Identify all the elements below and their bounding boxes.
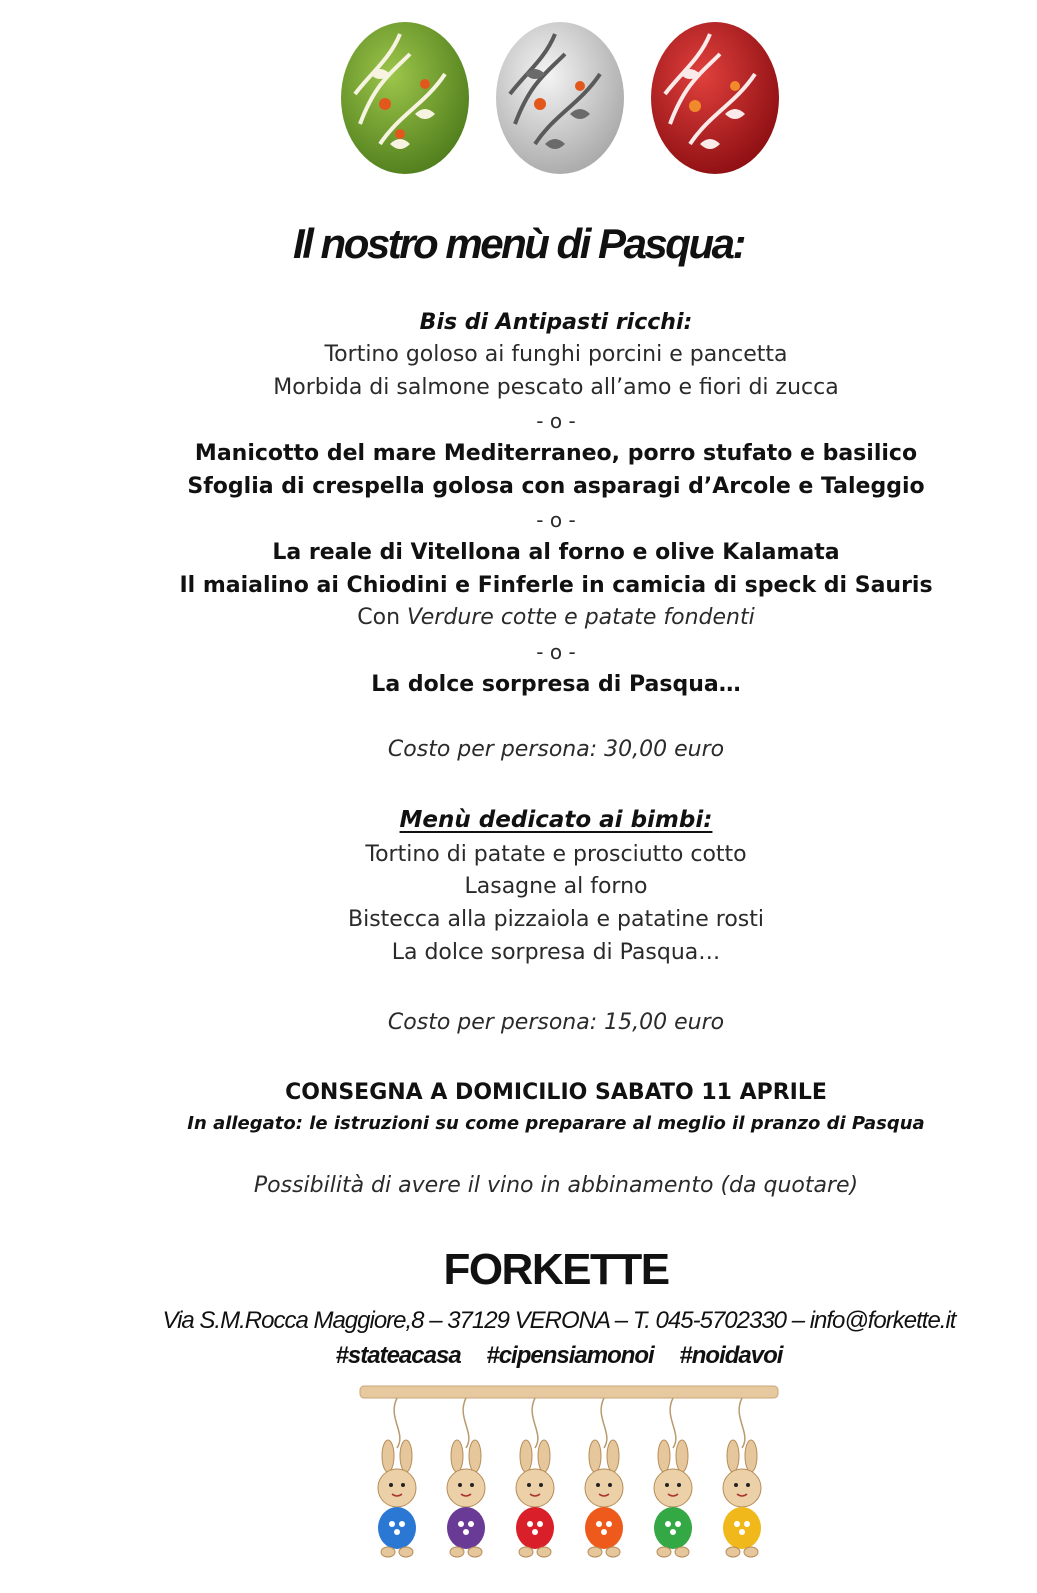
wine-note: Possibilità di avere il vino in abbinamento (da quotare) — [253, 1173, 859, 1198]
red-egg — [651, 22, 779, 174]
brand-name: FORKETTE — [443, 1245, 669, 1294]
menu-item: Il maialino ai Chiodini e Finferle in camicia di speck di Sauris — [179, 573, 933, 598]
course-separator: - o - — [536, 409, 576, 433]
silver-egg — [496, 22, 624, 174]
dessert-item: La dolce sorpresa di Pasqua… — [371, 672, 741, 697]
antipasti-heading: Bis di Antipasti ricchi: — [419, 310, 693, 335]
delivery-notice: CONSEGNA A DOMICILIO SABATO 11 APRILE — [285, 1080, 827, 1105]
bunny-ornament — [585, 1398, 623, 1557]
hashtag: #noidavoi — [679, 1342, 783, 1369]
menu-item: Manicotto del mare Mediterraneo, porro stufato e basilico — [194, 441, 918, 466]
kids-price: Costo per persona: 15,00 euro — [387, 1010, 725, 1035]
adult-price: Costo per persona: 30,00 euro — [387, 737, 725, 762]
kids-menu-heading: Menù dedicato ai bimbi: — [399, 807, 713, 833]
bunny-ornament — [516, 1398, 554, 1557]
bunny-ornament — [378, 1398, 416, 1557]
kids-menu-item: Tortino di patate e prosciutto cotto — [365, 842, 747, 867]
contact-address: Via S.M.Rocca Maggiore,8 – 37129 VERONA – T. 045-5702330 – info@forkette.it — [162, 1307, 956, 1334]
menu-title: Il nostro menù di Pasqua: — [293, 220, 744, 267]
hashtag: #cipensiamonoi — [486, 1342, 654, 1369]
hashtag: #stateacasa — [335, 1342, 461, 1369]
wooden-stick — [360, 1386, 778, 1398]
menu-item: Sfoglia di crespella golosa con asparagi d’Arcole e Taleggio — [187, 474, 925, 499]
menu-item: La reale di Vitellona al forno e olive Kalamata — [272, 540, 840, 565]
bunny-ornament — [654, 1398, 692, 1557]
contorno-line — [0, 604, 1037, 632]
easter-eggs-illustration — [330, 14, 790, 174]
course-separator: - o - — [536, 508, 576, 532]
kids-menu-item: La dolce sorpresa di Pasqua… — [391, 940, 721, 965]
hashtags — [0, 1340, 1037, 1372]
contorno-text: Verdure cotte e patate fondenti — [407, 605, 755, 630]
course-separator: - o - — [536, 640, 576, 664]
menu-item: Morbida di salmone pescato all’amo e fiori di zucca — [273, 375, 839, 400]
menu-item: Tortino goloso ai funghi porcini e pancetta — [324, 342, 788, 367]
bunny-ornament — [723, 1398, 761, 1557]
bunny-ornament — [447, 1398, 485, 1557]
kids-menu-item: Lasagne al forno — [464, 874, 648, 899]
kids-menu-item: Bistecca alla pizzaiola e patatine rosti — [347, 907, 764, 932]
attachment-note: In allegato: le istruzioni su come preparare al meglio il pranzo di Pasqua — [187, 1113, 925, 1134]
green-egg — [341, 22, 469, 174]
contorno-prefix: Con — [357, 605, 408, 630]
bunnies-illustration — [355, 1378, 785, 1583]
